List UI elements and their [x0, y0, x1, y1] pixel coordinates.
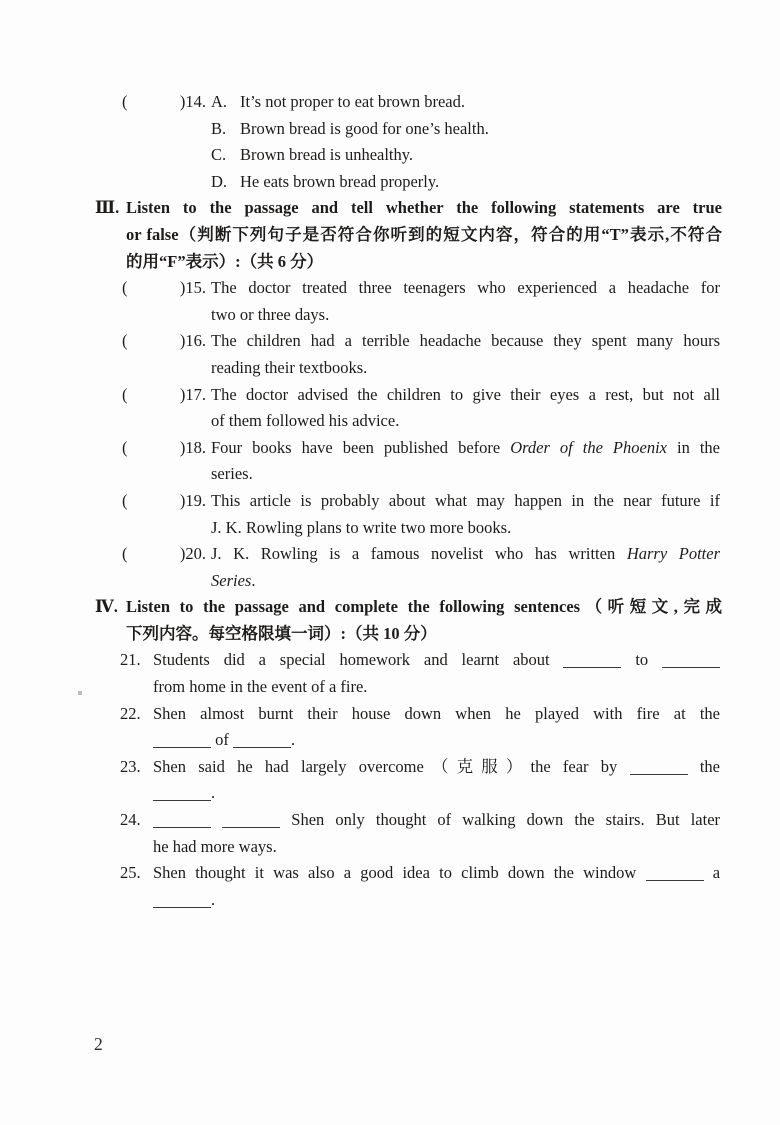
- sentence-text: [153, 807, 720, 860]
- section-3-heading: [95, 195, 780, 275]
- open-paren: (: [122, 437, 128, 457]
- question-18: [122, 435, 780, 488]
- heading-line: Listen to the passage and tell whether the following statements are true: [126, 198, 722, 218]
- heading-line: or false（判断下列句子是否符合你听到的短文内容，符合的用“T”表示,不符合: [126, 224, 722, 244]
- statement-line: two or three days.: [211, 304, 330, 324]
- answer-slot: [122, 488, 206, 541]
- question-23: [120, 754, 780, 807]
- option-text: It’s not proper to eat brown bread.: [240, 92, 465, 111]
- sentence-segment: Shen only thought of walking down the stairs. But later: [291, 810, 721, 830]
- answer-blank: [153, 737, 211, 748]
- statement-line: series.: [211, 464, 253, 484]
- sentence-text: [153, 860, 720, 913]
- option-text: He eats brown bread properly.: [240, 171, 440, 191]
- answer-blank: [222, 817, 280, 828]
- statement-text: [211, 488, 720, 541]
- sentence-line: from home in the event of a fire.: [153, 677, 368, 697]
- question-number: 22.: [120, 703, 141, 723]
- statement-segment: .: [251, 570, 256, 590]
- statement-segment: J. K. Rowling is a famous novelist who has written: [211, 544, 627, 564]
- answer-slot: [122, 89, 206, 116]
- statement-line: [211, 541, 720, 568]
- option-letter: C.: [211, 145, 227, 165]
- open-paren: (: [122, 92, 128, 111]
- open-paren: (: [122, 490, 128, 510]
- sentence-segment: Students did a special homework and learnt about: [153, 650, 550, 670]
- section-3-heading-text: [126, 195, 722, 275]
- scan-artifact-dot: [78, 691, 82, 695]
- statement-text: [211, 328, 720, 381]
- sentence-segment: .: [211, 889, 216, 909]
- answer-slot: [122, 275, 206, 328]
- question-21: [120, 647, 780, 700]
- open-paren: (: [122, 384, 128, 404]
- question-number: 24.: [120, 810, 141, 830]
- sentence-line: Shen almost burnt their house down when he played with fire at the: [153, 703, 720, 723]
- roman-numeral: Ⅳ.: [95, 597, 118, 617]
- sentence-line: [153, 860, 720, 887]
- sentence-segment: .: [211, 783, 216, 803]
- answer-blank: [662, 657, 720, 668]
- question-number: )14.: [179, 92, 206, 111]
- sentence-segment: .: [291, 730, 296, 750]
- sentence-line: [153, 780, 720, 807]
- question-19: [122, 488, 780, 541]
- question-24: [120, 807, 780, 860]
- sentence-text: [153, 701, 720, 754]
- sentence-line: [153, 807, 720, 834]
- question-number: )19.: [179, 490, 206, 510]
- roman-numeral: Ⅲ.: [95, 198, 120, 218]
- answer-blank: [563, 657, 621, 668]
- statement-text: [211, 435, 720, 488]
- answer-blank: [153, 897, 211, 908]
- question-14: [0, 89, 780, 195]
- question-number: )18.: [179, 437, 206, 457]
- question-number: )15.: [179, 278, 206, 298]
- question-14-option-d-row: [211, 169, 780, 196]
- statement-text: [211, 275, 720, 328]
- open-paren: (: [122, 544, 128, 564]
- answer-blank: [233, 737, 291, 748]
- statement-line: The doctor advised the children to give their eyes a rest, but not all: [211, 384, 720, 404]
- sentence-segment: Shen said he had largely overcome（克服）the fear by: [153, 756, 618, 776]
- sentence-segment: of: [215, 730, 229, 750]
- statement-text: [211, 541, 720, 594]
- book-title-italic: Harry Potter: [626, 544, 720, 564]
- sentence-line: [153, 754, 720, 781]
- sentence-line: [153, 887, 720, 914]
- question-15: [122, 275, 780, 328]
- statement-line: [211, 568, 720, 595]
- sentence-text: [153, 647, 720, 700]
- question-number: 25.: [120, 863, 141, 883]
- answer-slot: [122, 541, 206, 594]
- sentence-line: he had more ways.: [153, 836, 277, 856]
- sentence-segment: a: [712, 863, 721, 883]
- heading-line: 的用“F”表示）:（共 6 分）: [126, 251, 324, 271]
- open-paren: (: [122, 278, 128, 298]
- answer-blank: [153, 817, 211, 828]
- question-14-option-a-row: [122, 89, 780, 116]
- question-number: 21.: [120, 650, 141, 670]
- option-text: Brown bread is unhealthy.: [240, 145, 414, 165]
- answer-slot: [122, 382, 206, 435]
- sentence-text: [153, 754, 720, 807]
- option-letter: A.: [211, 92, 228, 111]
- question-number: 23.: [120, 756, 141, 776]
- question-number: )16.: [179, 331, 206, 351]
- book-title-italic: Series: [211, 570, 252, 590]
- answer-slot: [122, 435, 206, 488]
- sentence-line: [153, 647, 720, 674]
- question-22: [120, 701, 780, 754]
- statement-text: [211, 382, 720, 435]
- answer-blank: [630, 764, 688, 775]
- answer-slot: [122, 328, 206, 381]
- open-paren: (: [122, 331, 128, 351]
- question-14-option-c-row: [211, 142, 780, 169]
- book-title-italic: Order of the Phoenix: [510, 437, 667, 457]
- statement-line: reading their textbooks.: [211, 357, 368, 377]
- section-4-heading-text: [126, 594, 722, 647]
- sentence-segment: the: [699, 756, 721, 776]
- statement-line: The children had a terrible headache because they spent many hours: [211, 331, 720, 351]
- statement-line: [211, 435, 720, 462]
- statement-line: The doctor treated three teenagers who experienced a headache for: [211, 278, 720, 298]
- statement-segment: in the: [666, 437, 720, 457]
- option-letter: B.: [211, 118, 227, 138]
- section-4-heading: [95, 594, 780, 647]
- statement-line: This article is probably about what may happen in the near future if: [211, 490, 720, 510]
- heading-line: Listen to the passage and complete the following sentences（听短文,完成: [126, 597, 722, 617]
- answer-blank: [646, 870, 704, 881]
- heading-line: 下列内容。每空格限填一词）:（共 10 分）: [126, 623, 437, 643]
- statement-line: of them followed his advice.: [211, 411, 400, 431]
- option-text: Brown bread is good for one’s health.: [240, 118, 489, 138]
- question-25: [120, 860, 780, 913]
- question-14-option-b-row: [211, 116, 780, 143]
- answer-blank: [153, 790, 211, 801]
- sentence-line: [153, 727, 720, 754]
- page-number: 2: [94, 1034, 103, 1054]
- question-number: )20.: [179, 544, 206, 564]
- question-number: )17.: [179, 384, 206, 404]
- question-17: [122, 382, 780, 435]
- statement-line: J. K. Rowling plans to write two more books.: [211, 517, 512, 537]
- sentence-segment: to: [635, 650, 649, 670]
- question-16: [122, 328, 780, 381]
- option-letter: D.: [211, 171, 228, 191]
- sentence-segment: Shen thought it was also a good idea to climb down the window: [153, 863, 637, 883]
- question-20: [122, 541, 780, 594]
- statement-segment: Four books have been published before: [211, 437, 511, 457]
